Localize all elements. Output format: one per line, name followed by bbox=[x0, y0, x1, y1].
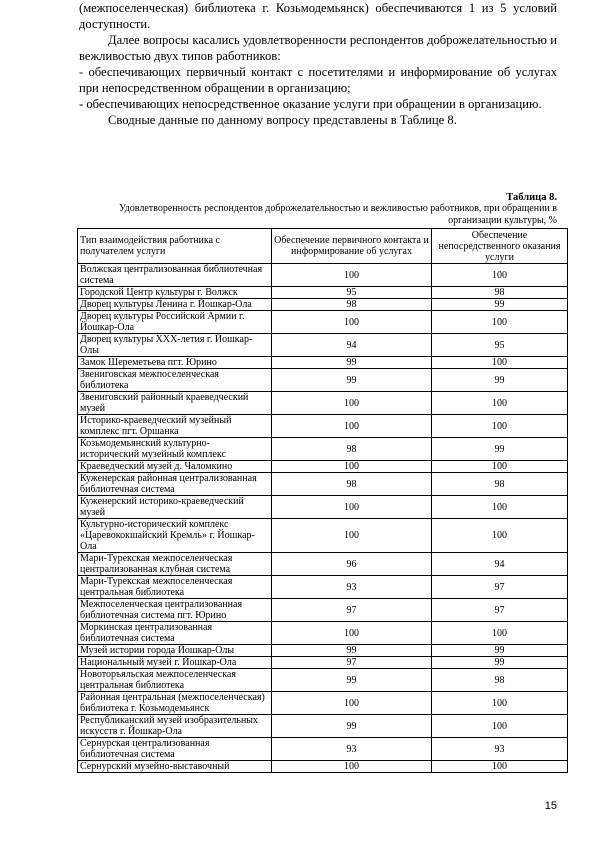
organization-cell: Историко-краеведческий музейный комплекс пгт. Оршанка bbox=[78, 415, 272, 438]
service-value: 100 bbox=[432, 357, 568, 369]
service-value: 100 bbox=[432, 692, 568, 715]
organization-cell: Козьмодемьянский культурно-исторический музейный комплекс bbox=[78, 438, 272, 461]
table-row bbox=[78, 622, 568, 645]
table-row bbox=[78, 715, 568, 738]
organization-cell: Городской Центр культуры г. Волжск bbox=[78, 287, 272, 299]
service-value: 99 bbox=[432, 369, 568, 392]
organization-cell: Куженерская районная централизованная библиотечная система bbox=[78, 473, 272, 496]
table-row bbox=[78, 392, 568, 415]
first-contact-value: 100 bbox=[272, 692, 432, 715]
paragraph-list-item-service: - обеспечивающих непосредственное оказание услуги при обращении в организацию. bbox=[79, 97, 542, 111]
page-number: 15 bbox=[544, 800, 557, 812]
organization-cell: Звениговская межпоселенческая библиотека bbox=[78, 369, 272, 392]
service-value: 100 bbox=[432, 496, 568, 519]
organization-cell: Республиканский музей изобразительных искусств г. Йошкар-Ола bbox=[78, 715, 272, 738]
organization-cell: Межпоселенческая централизованная библиотечная система пгт. Юрино bbox=[78, 599, 272, 622]
service-value: 100 bbox=[432, 519, 568, 553]
organization-cell: Сернурская централизованная библиотечная система bbox=[78, 738, 272, 761]
service-value: 99 bbox=[432, 657, 568, 669]
table-row bbox=[78, 473, 568, 496]
service-value: 100 bbox=[432, 264, 568, 287]
first-contact-value: 98 bbox=[272, 299, 432, 311]
first-contact-value: 97 bbox=[272, 657, 432, 669]
organization-cell: Национальный музей г. Йошкар-Ола bbox=[78, 657, 272, 669]
first-contact-value: 94 bbox=[272, 334, 432, 357]
service-value: 100 bbox=[432, 761, 568, 773]
first-contact-value: 99 bbox=[272, 645, 432, 657]
paragraph-list-item-contact: - обеспечивающих первичный контакт с посетителями и информирование об услугах при непосредственном обращении в организацию; bbox=[79, 65, 557, 95]
first-contact-value: 100 bbox=[272, 392, 432, 415]
first-contact-value: 99 bbox=[272, 669, 432, 692]
body-text bbox=[79, 0, 557, 128]
service-value: 95 bbox=[432, 334, 568, 357]
service-value: 97 bbox=[432, 599, 568, 622]
first-contact-value: 99 bbox=[272, 369, 432, 392]
table-row bbox=[78, 311, 568, 334]
service-value: 99 bbox=[432, 438, 568, 461]
service-value: 100 bbox=[432, 715, 568, 738]
organization-cell: Дворец культуры XXX-летия г. Йошкар-Олы bbox=[78, 334, 272, 357]
organization-cell: Мари-Турекская межпоселенческая центральная библиотека bbox=[78, 576, 272, 599]
service-value: 97 bbox=[432, 576, 568, 599]
header-first-contact: Обеспечение первичного контакта и информирование об услугах bbox=[272, 229, 432, 264]
organization-cell: Замок Шереметьева пгт. Юрино bbox=[78, 357, 272, 369]
organization-cell: Сернурский музейно-выставочный bbox=[78, 761, 272, 773]
table-row bbox=[78, 299, 568, 311]
first-contact-value: 100 bbox=[272, 264, 432, 287]
table-row bbox=[78, 519, 568, 553]
table-title: Удовлетворенность респондентов доброжелательностью и вежливостью работников, при обращении в организации культуры, % bbox=[119, 203, 557, 226]
first-contact-value: 98 bbox=[272, 473, 432, 496]
organization-cell: Куженерский историко-краеведческий музей bbox=[78, 496, 272, 519]
table-row bbox=[78, 415, 568, 438]
table-row bbox=[78, 357, 568, 369]
table-row bbox=[78, 738, 568, 761]
header-service-delivery: Обеспечение непосредственного оказания услуги bbox=[432, 229, 568, 264]
first-contact-value: 93 bbox=[272, 738, 432, 761]
service-value: 99 bbox=[432, 645, 568, 657]
first-contact-value: 95 bbox=[272, 287, 432, 299]
service-value: 93 bbox=[432, 738, 568, 761]
paragraph-questions: Далее вопросы касались удовлетворенности респондентов доброжелательностью и вежливостью двух типов работников: bbox=[79, 33, 557, 63]
organization-cell: Краеведческий музей д. Чаломкино bbox=[78, 461, 272, 473]
table-row bbox=[78, 461, 568, 473]
table-row bbox=[78, 669, 568, 692]
first-contact-value: 100 bbox=[272, 311, 432, 334]
service-value: 100 bbox=[432, 461, 568, 473]
table-row bbox=[78, 645, 568, 657]
organization-cell: Волжская централизованная библиотечная система bbox=[78, 264, 272, 287]
service-value: 98 bbox=[432, 669, 568, 692]
paragraph-summary: Сводные данные по данному вопросу представлены в Таблице 8. bbox=[108, 113, 457, 127]
service-value: 100 bbox=[432, 415, 568, 438]
service-value: 100 bbox=[432, 392, 568, 415]
first-contact-value: 100 bbox=[272, 496, 432, 519]
header-interaction-type: Тип взаимодействия работника с получателем услуги bbox=[78, 229, 272, 264]
table-row bbox=[78, 761, 568, 773]
organization-cell: Дворец культуры Российской Армии г. Йошкар-Ола bbox=[78, 311, 272, 334]
organization-cell: Музей истории города Йошкар-Олы bbox=[78, 645, 272, 657]
service-value: 100 bbox=[432, 311, 568, 334]
table-row bbox=[78, 334, 568, 357]
first-contact-value: 98 bbox=[272, 438, 432, 461]
organization-cell: Мари-Турекская межпоселенческая централизованная клубная система bbox=[78, 553, 272, 576]
table-row bbox=[78, 657, 568, 669]
first-contact-value: 100 bbox=[272, 761, 432, 773]
organization-cell: Культурно-исторический комплекс «Царевококшайский Кремль» г. Йошкар-Ола bbox=[78, 519, 272, 553]
first-contact-value: 93 bbox=[272, 576, 432, 599]
table-row bbox=[78, 287, 568, 299]
service-value: 98 bbox=[432, 473, 568, 496]
table-row bbox=[78, 692, 568, 715]
first-contact-value: 99 bbox=[272, 357, 432, 369]
table-row bbox=[78, 264, 568, 287]
organization-cell: Новоторъяльская межпоселенческая центральная библиотека bbox=[78, 669, 272, 692]
table-body bbox=[78, 264, 568, 773]
table-header-row bbox=[78, 229, 568, 264]
first-contact-value: 96 bbox=[272, 553, 432, 576]
paragraph-intro: (межпоселенческая) библиотека г. Козьмодемьянск) обеспечиваются 1 из 5 условий доступности. bbox=[79, 1, 557, 31]
first-contact-value: 97 bbox=[272, 599, 432, 622]
table-row bbox=[78, 438, 568, 461]
organization-cell: Районная центральная (межпоселенческая) библиотека г. Козьмодемьянск bbox=[78, 692, 272, 715]
organization-cell: Дворец культуры Ленина г. Йошкар-Ола bbox=[78, 299, 272, 311]
first-contact-value: 100 bbox=[272, 519, 432, 553]
organization-cell: Звениговский районный краеведческий музей bbox=[78, 392, 272, 415]
service-value: 99 bbox=[432, 299, 568, 311]
first-contact-value: 99 bbox=[272, 715, 432, 738]
first-contact-value: 100 bbox=[272, 461, 432, 473]
first-contact-value: 100 bbox=[272, 622, 432, 645]
table-row bbox=[78, 553, 568, 576]
service-value: 100 bbox=[432, 622, 568, 645]
table-number: Таблица 8. bbox=[506, 192, 557, 203]
table-row bbox=[78, 369, 568, 392]
table-row bbox=[78, 599, 568, 622]
service-value: 94 bbox=[432, 553, 568, 576]
satisfaction-table bbox=[77, 228, 568, 773]
organization-cell: Моркинская централизованная библиотечная система bbox=[78, 622, 272, 645]
service-value: 98 bbox=[432, 287, 568, 299]
table-row bbox=[78, 496, 568, 519]
first-contact-value: 100 bbox=[272, 415, 432, 438]
table-row bbox=[78, 576, 568, 599]
